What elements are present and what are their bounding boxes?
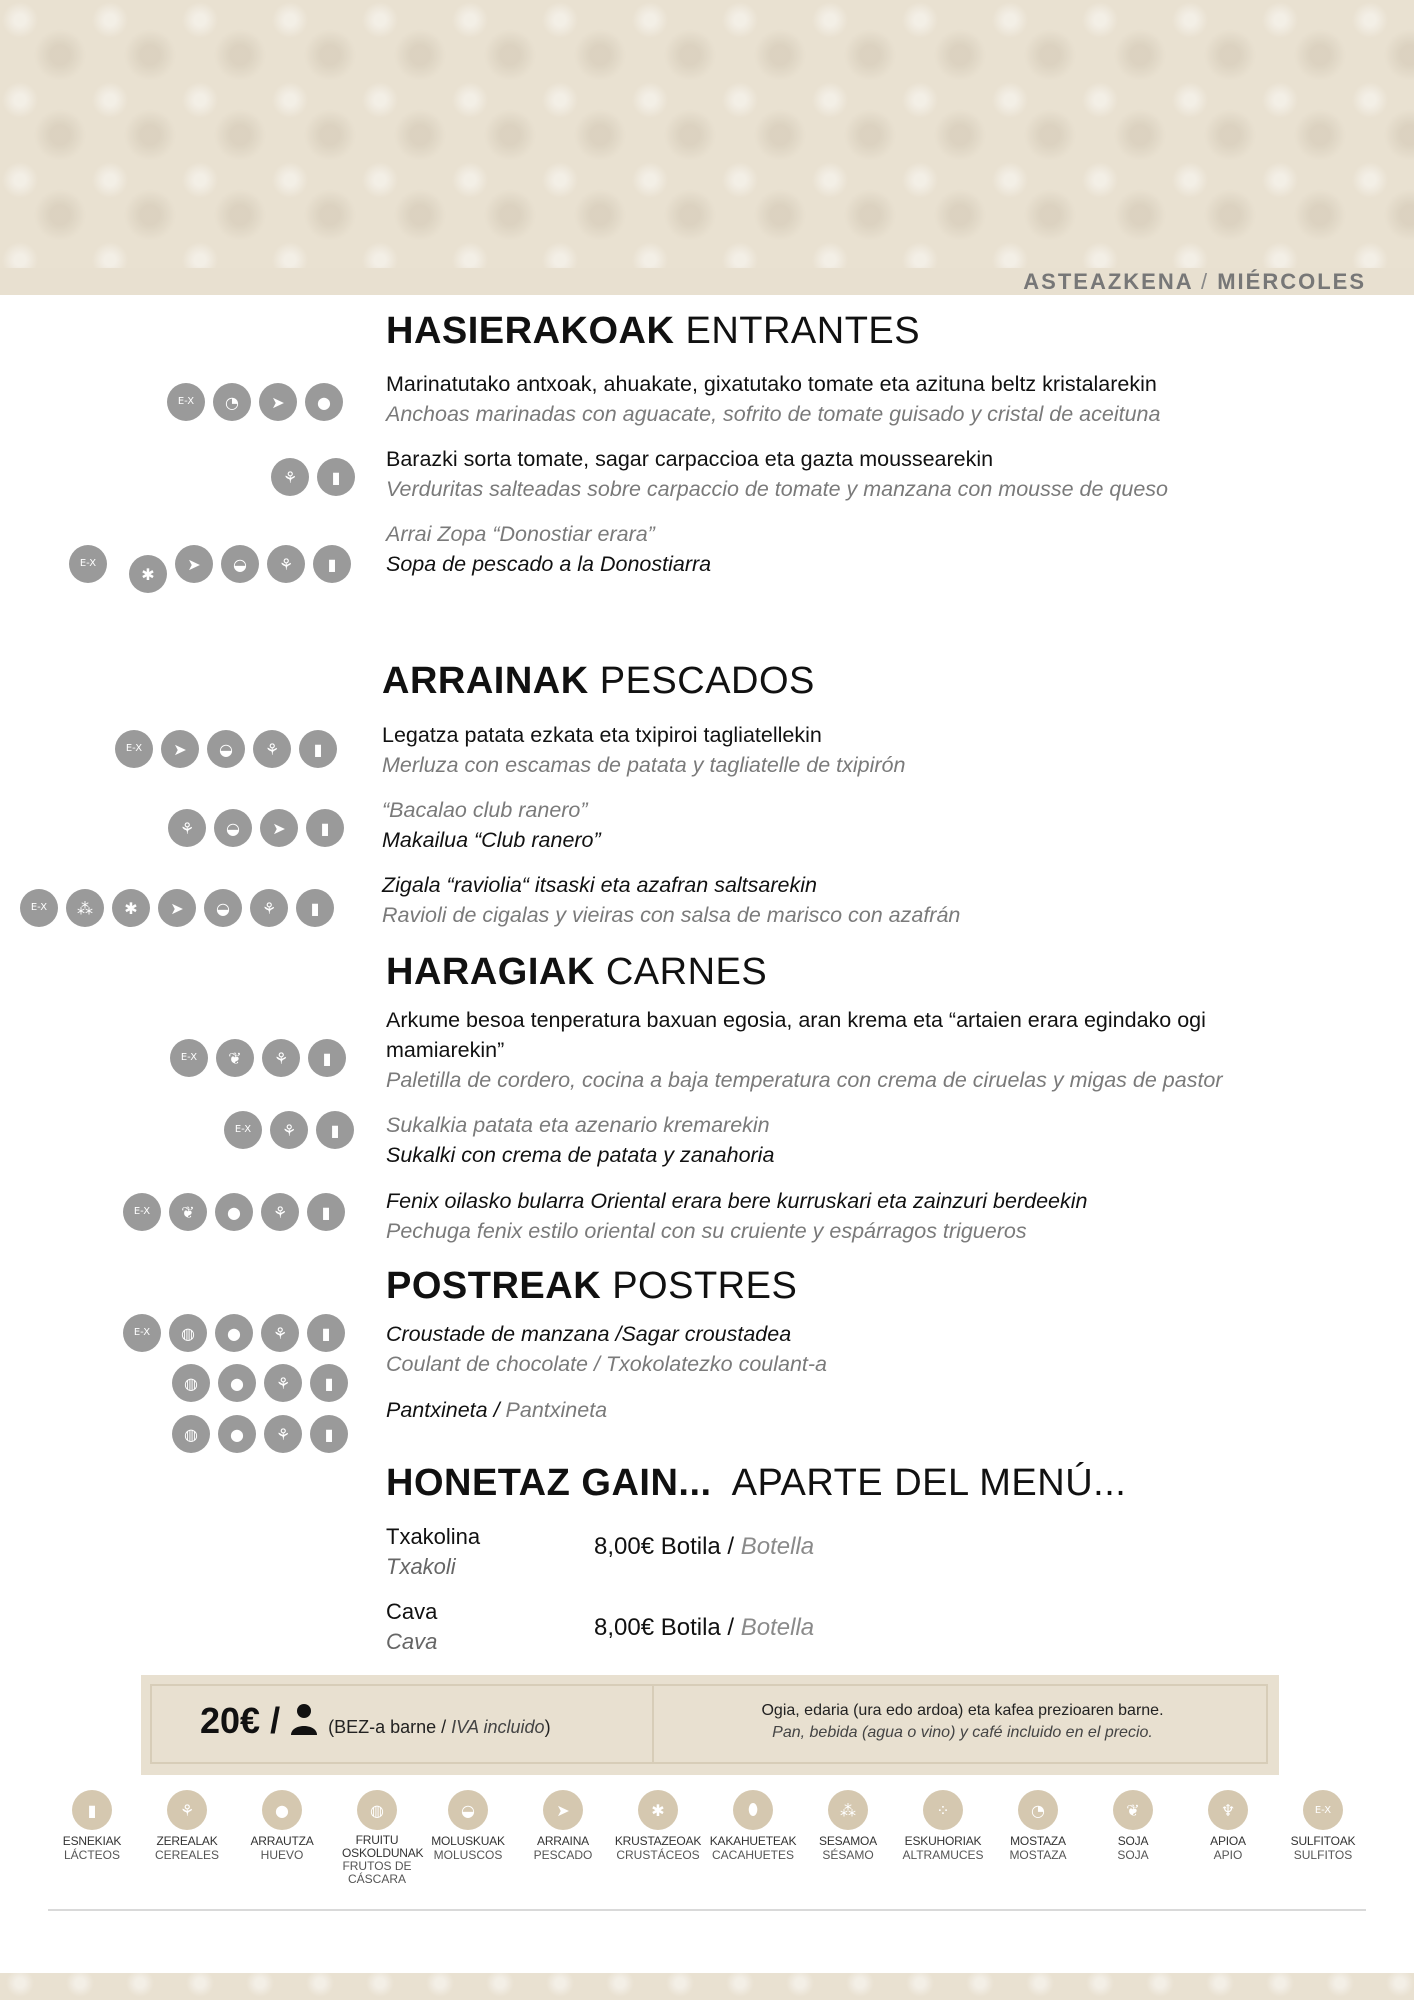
- dish-line-eu: Marinatutako antxoak, ahuakate, gixatutako tomate eta azituna beltz kristalarekin: [386, 372, 1157, 396]
- shell-icon: ◒: [204, 889, 242, 927]
- allergen-icons: [123, 1313, 345, 1353]
- milk-icon: ▮: [316, 1111, 354, 1149]
- dish-line-eu: Sukalkia patata eta azenario kremarekin: [386, 1113, 770, 1137]
- legend-milk: ▮ ESNEKIAK LÁCTEOS: [44, 1790, 140, 1862]
- dish-starter-3: [386, 519, 711, 579]
- extra-item-2: [386, 1597, 437, 1657]
- wheat-icon: ⚘: [261, 1193, 299, 1231]
- dish-fish-1: [382, 720, 905, 780]
- crab-icon: ✱: [112, 889, 150, 927]
- sulphite-icon: E-X: [224, 1111, 262, 1149]
- allergen-icons: [69, 544, 351, 584]
- wheat-icon: ⚘: [168, 809, 206, 847]
- sulphite-icon: E-X: [170, 1039, 208, 1077]
- allergen-icons: [172, 1363, 348, 1403]
- legend-molluscs: ◒ MOLUSKUAK MOLUSCOS: [420, 1790, 516, 1862]
- dish-line-es: Pantxineta: [505, 1398, 608, 1422]
- extra-name-eu: Cava: [386, 1599, 438, 1624]
- fish-icon: ➤: [259, 383, 297, 421]
- included-note: [657, 1700, 1268, 1744]
- title-es: APARTE DEL MENÚ...: [731, 1462, 1127, 1504]
- person-icon: [290, 1703, 318, 1735]
- sulphite-icon: E-X: [69, 545, 107, 583]
- milk-icon: ▮: [296, 889, 334, 927]
- wheat-icon: ⚘: [261, 1314, 299, 1352]
- extra-name-es: Txakoli: [386, 1554, 456, 1579]
- nut-icon: ◍: [169, 1314, 207, 1352]
- vat-note: (BEZ-a barne / IVA incluido): [328, 1717, 551, 1737]
- lupin-icon: ⁘: [923, 1790, 963, 1830]
- dish-meat-2: [386, 1110, 774, 1170]
- dish-line-es: Sukalki con crema de patata y zanahoria: [386, 1143, 775, 1167]
- legend-egg: ● ARRAUTZA HUEVO: [234, 1790, 330, 1862]
- price-unit-es: Botella: [740, 1533, 815, 1560]
- dish-line: Croustade de manzana /Sagar croustadea: [386, 1322, 792, 1346]
- sulphite-icon: E-X: [123, 1193, 161, 1231]
- egg-icon: ●: [305, 383, 343, 421]
- soy-icon: ❦: [216, 1039, 254, 1077]
- allergen-icons: [170, 1038, 346, 1078]
- dish-starter-1: [386, 369, 1160, 429]
- milk-icon: ▮: [307, 1314, 345, 1352]
- allergen-icons: [168, 808, 344, 848]
- legend-sulphites: E-X SULFITOAK SULFITOS: [1275, 1790, 1371, 1862]
- egg-icon: ●: [215, 1314, 253, 1352]
- title-es: PESCADOS: [599, 660, 815, 702]
- included-es: Pan, bebida (agua o vino) y café incluido en el precio.: [772, 1724, 1153, 1741]
- dish-line-es: Sopa de pescado a la Donostiarra: [386, 552, 712, 576]
- floral-banner: [0, 0, 1414, 268]
- allergen-icons: [115, 729, 337, 769]
- fish-icon: ➤: [158, 889, 196, 927]
- dish-line-eu: Arrai Zopa “Donostiar erara”: [386, 522, 655, 546]
- day-separator: /: [1200, 269, 1210, 294]
- day-label: [1023, 268, 1366, 295]
- dish-meat-3: [386, 1186, 1087, 1246]
- floral-footer: [0, 1973, 1414, 2000]
- section-title-desserts: [386, 1265, 797, 1308]
- allergen-icons: [20, 888, 334, 928]
- soy-icon: ❦: [1113, 1790, 1153, 1830]
- legend-peanuts: ⬮ KAKAHUETEAK CACAHUETES: [705, 1790, 801, 1862]
- extra-name-eu: Txakolina: [386, 1524, 481, 1549]
- egg-icon: ●: [262, 1790, 302, 1830]
- milk-icon: ▮: [313, 545, 351, 583]
- price-box-divider: [652, 1686, 654, 1762]
- shell-icon: ◒: [448, 1790, 488, 1830]
- dish-line-eu: Fenix oilasko bularra Oriental erara bere kurruskari eta zainzuri berdeekin: [386, 1189, 1088, 1213]
- dish-line-es: Paletilla de cordero, cocina a baja temperatura con crema de ciruelas y migas de pastor: [386, 1068, 1223, 1092]
- price-box: [141, 1675, 1279, 1775]
- wheat-icon: ⚘: [167, 1790, 207, 1830]
- wheat-icon: ⚘: [250, 889, 288, 927]
- price-value: 20€ /: [200, 1700, 281, 1741]
- day-eu: ASTEAZKENA: [1023, 269, 1193, 294]
- wheat-icon: ⚘: [264, 1364, 302, 1402]
- fish-icon: ➤: [260, 809, 298, 847]
- dish-fish-2: [382, 795, 601, 855]
- included-eu: Ogia, edaria (ura edo ardoa) eta kafea prezioaren barne.: [761, 1702, 1164, 1719]
- dish-meat-1: [386, 1005, 1223, 1095]
- legend-soy: ❦ SOJA SOJA: [1085, 1790, 1181, 1862]
- day-es: MIÉRCOLES: [1217, 269, 1366, 294]
- wheat-icon: ⚘: [267, 545, 305, 583]
- egg-icon: ●: [218, 1364, 256, 1402]
- title-es: ENTRANTES: [685, 310, 921, 352]
- egg-icon: ●: [218, 1415, 256, 1453]
- wheat-icon: ⚘: [270, 1111, 308, 1149]
- egg-icon: ●: [215, 1193, 253, 1231]
- nut-icon: ◍: [357, 1790, 397, 1830]
- dish-line-eu: Arkume besoa tenperatura baxuan egosia, aran krema eta “artaien erara egindako ogi: [386, 1008, 1206, 1032]
- dish-line-es: Ravioli de cigalas y vieiras con salsa de marisco con azafrán: [382, 903, 961, 927]
- price-text: 8,00€ Botila /: [594, 1533, 741, 1560]
- legend-crustaceans: ✱ KRUSTAZEOAK CRUSTÁCEOS: [610, 1790, 706, 1862]
- dish-line-es: Verduritas salteadas sobre carpaccio de tomate y manzana con mousse de queso: [386, 477, 1169, 501]
- section-title-fish: [382, 660, 815, 703]
- dish-line-eu: Pantxineta /: [386, 1398, 506, 1422]
- dish-line-es: Anchoas marinadas con aguacate, sofrito de tomate guisado y cristal de aceituna: [386, 402, 1161, 426]
- dish-dessert-3: [386, 1395, 607, 1425]
- title-es: POSTRES: [612, 1265, 798, 1307]
- fish-icon: ➤: [175, 545, 213, 583]
- divider: [48, 1909, 1366, 1911]
- sulphite-icon: E-X: [115, 730, 153, 768]
- dish-line-es: Pechuga fenix estilo oriental con su cruiente y espárragos trigueros: [386, 1219, 1027, 1243]
- legend-lupin: ⁘ ESKUHORIAK ALTRAMUCES: [895, 1790, 991, 1862]
- section-title-meat: [386, 951, 767, 994]
- milk-icon: ▮: [306, 809, 344, 847]
- allergen-icons: [271, 457, 355, 497]
- crab-icon: ✱: [638, 1790, 678, 1830]
- sesame-icon: ⁂: [66, 889, 104, 927]
- nut-icon: ◍: [172, 1415, 210, 1453]
- legend-mustard: ◔ MOSTAZA MOSTAZA: [990, 1790, 1086, 1862]
- title-es: CARNES: [605, 951, 768, 993]
- allergen-icons: [224, 1110, 354, 1150]
- extra-price-1: [594, 1533, 814, 1561]
- sesame-icon: ⁂: [828, 1790, 868, 1830]
- crab-icon: ✱: [129, 555, 167, 593]
- allergen-icons: [172, 1414, 348, 1454]
- sulphite-icon: E-X: [167, 383, 205, 421]
- fish-icon: ➤: [543, 1790, 583, 1830]
- milk-icon: ▮: [310, 1364, 348, 1402]
- dish-line-es: Merluza con escamas de patata y tagliatelle de txipirón: [382, 753, 906, 777]
- dish-line-eu: Makailua “Club ranero”: [382, 828, 601, 852]
- section-title-starters: [386, 310, 920, 353]
- title-eu: HARAGIAK: [386, 951, 595, 993]
- wheat-icon: ⚘: [253, 730, 291, 768]
- peanut-icon: ⬮: [733, 1790, 773, 1830]
- wheat-icon: ⚘: [264, 1415, 302, 1453]
- legend-celery: ♆ APIOA APIO: [1180, 1790, 1276, 1862]
- wheat-icon: ⚘: [262, 1039, 300, 1077]
- sulphite-icon: E-X: [123, 1314, 161, 1352]
- milk-icon: ▮: [72, 1790, 112, 1830]
- shell-icon: ◒: [207, 730, 245, 768]
- allergen-legend: [44, 1790, 1374, 1900]
- allergen-icons: [123, 1192, 345, 1232]
- legend-fish: ➤ ARRAINA PESCADO: [515, 1790, 611, 1862]
- dish-starter-2: [386, 444, 1168, 504]
- legend-nuts: ◍ FRUITU OSKOLDUNAK FRUTOS DE CÁSCARA: [329, 1790, 425, 1886]
- sulphite-icon: E-X: [1303, 1790, 1343, 1830]
- mustard-icon: ◔: [1018, 1790, 1058, 1830]
- shell-icon: ◒: [221, 545, 259, 583]
- title-eu: POSTREAK: [386, 1265, 602, 1307]
- wheat-icon: ⚘: [271, 458, 309, 496]
- milk-icon: ▮: [307, 1193, 345, 1231]
- milk-icon: ▮: [299, 730, 337, 768]
- dish-line-eu: Barazki sorta tomate, sagar carpaccioa eta gazta moussearekin: [386, 447, 994, 471]
- fish-icon: ➤: [161, 730, 199, 768]
- price-text: 8,00€ Botila /: [594, 1614, 741, 1641]
- price-box-inner: [150, 1684, 1268, 1764]
- extra-name-es: Cava: [386, 1629, 438, 1654]
- dish-line: Coulant de chocolate / Txokolatezko coulant-a: [386, 1352, 828, 1376]
- dish-fish-3: [382, 870, 960, 930]
- dish-line-es: “Bacalao club ranero”: [382, 798, 588, 822]
- soy-icon: ❦: [169, 1193, 207, 1231]
- extra-item-1: [386, 1522, 480, 1582]
- milk-icon: ▮: [317, 458, 355, 496]
- section-title-extras: [386, 1462, 1126, 1505]
- dish-line-eu-cont: mamiarekin”: [386, 1038, 505, 1062]
- mustard-icon: ◔: [213, 383, 251, 421]
- milk-icon: ▮: [308, 1039, 346, 1077]
- sulphite-icon: E-X: [20, 889, 58, 927]
- celery-icon: ♆: [1208, 1790, 1248, 1830]
- allergen-icons: [167, 382, 343, 422]
- legend-cereals: ⚘ ZEREALAK CEREALES: [139, 1790, 235, 1862]
- price-unit-es: Botella: [740, 1614, 815, 1641]
- title-eu: ARRAINAK: [382, 660, 589, 702]
- title-eu: HASIERAKOAK: [386, 310, 675, 352]
- nut-icon: ◍: [172, 1364, 210, 1402]
- dish-line-eu: Legatza patata ezkata eta txipiroi tagliatellekin: [382, 723, 822, 747]
- title-eu: HONETAZ GAIN...: [386, 1462, 712, 1504]
- milk-icon: ▮: [310, 1415, 348, 1453]
- legend-sesame: ⁂ SESAMOA SÉSAMO: [800, 1790, 896, 1862]
- extra-price-2: [594, 1614, 814, 1642]
- menu-price: [200, 1700, 551, 1742]
- shell-icon: ◒: [214, 809, 252, 847]
- dish-dessert-1: [386, 1319, 827, 1379]
- dish-line-eu: Zigala “raviolia“ itsaski eta azafran saltsarekin: [382, 873, 817, 897]
